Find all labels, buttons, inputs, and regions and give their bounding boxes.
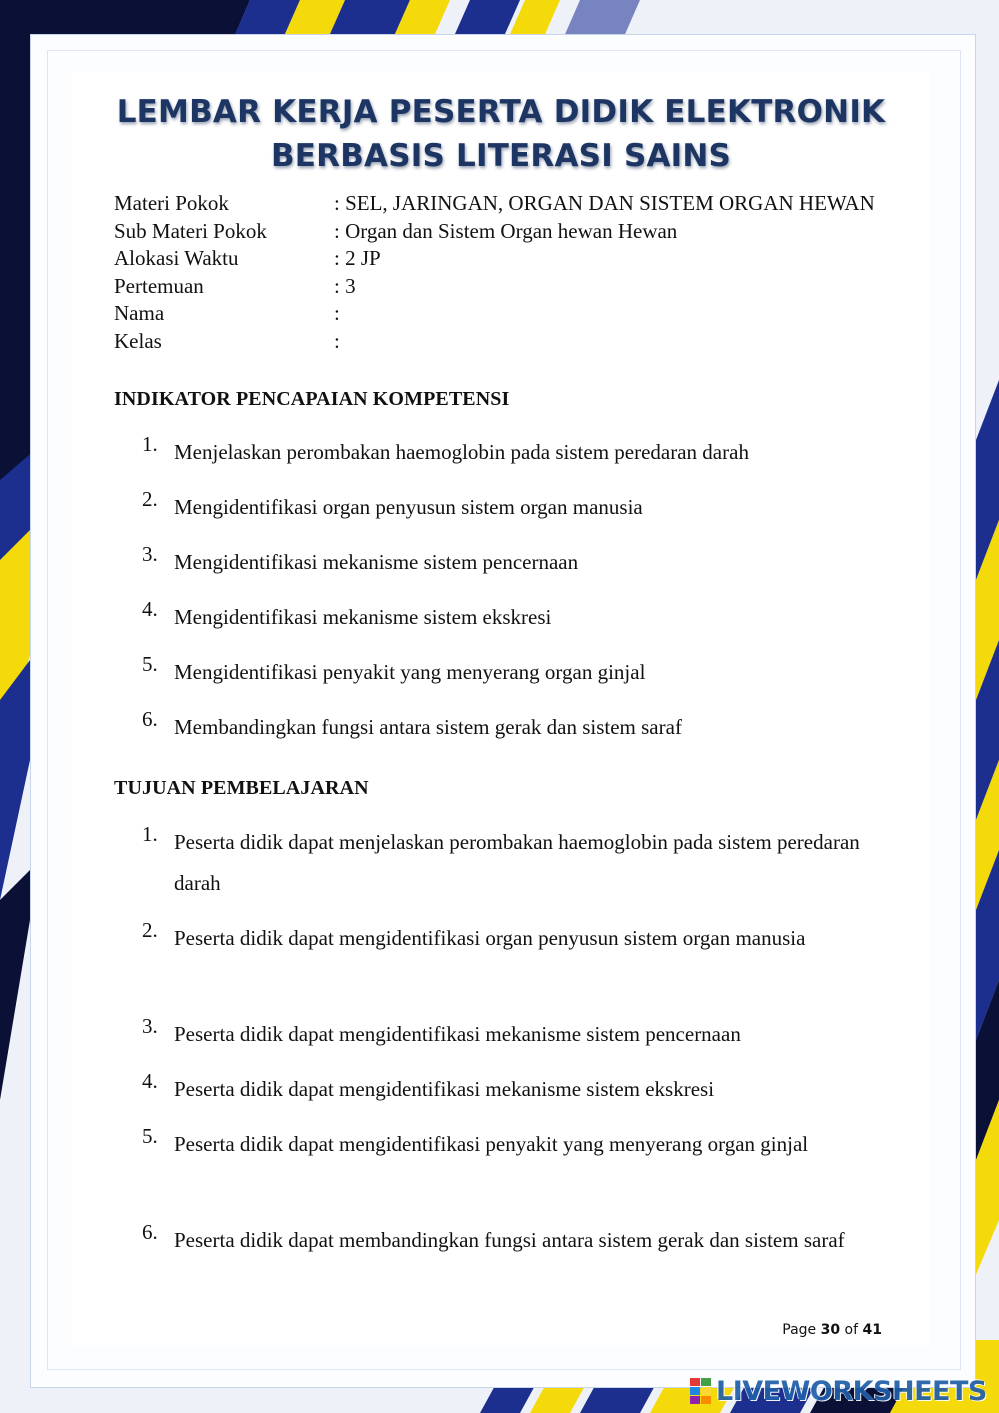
list-text: Peserta didik dapat mengidentifikasi organ penyusun sistem organ manusia <box>174 926 806 950</box>
list-item <box>142 1124 894 1165</box>
list-text: Peserta didik dapat membandingkan fungsi antara sistem gerak dan sistem saraf <box>174 1228 845 1252</box>
page-total: 41 <box>862 1322 882 1338</box>
meta-row-nama <box>114 300 914 328</box>
list-item <box>142 487 894 528</box>
meta-key: Nama <box>114 301 165 326</box>
page-number <box>782 1322 882 1338</box>
list-text: Peserta didik dapat mengidentifikasi mekanisme sistem pencernaan <box>174 1022 741 1046</box>
list-number: 1. <box>142 822 158 846</box>
list-number: 5. <box>142 1124 158 1148</box>
list-text: Peserta didik dapat mengidentifikasi mekanisme sistem ekskresi <box>174 1077 715 1101</box>
indikator-heading: INDIKATOR PENCAPAIAN KOMPETENSI <box>114 388 510 410</box>
list-item <box>142 542 894 583</box>
title-line-2: BERBASIS LITERASI SAINS <box>270 138 732 174</box>
list-item <box>142 822 894 904</box>
list-text: Membandingkan fungsi antara sistem gerak dan sistem saraf <box>174 715 682 739</box>
list-item <box>142 432 894 473</box>
list-item <box>142 707 894 748</box>
watermark-text: LIVEWORKSHEETS <box>716 1375 987 1407</box>
meta-table <box>114 190 914 356</box>
list-text: Peserta didik dapat mengidentifikasi penyakit yang menyerang organ ginjal <box>174 1132 809 1156</box>
list-number: 4. <box>142 597 158 621</box>
meta-row-sub-materi-pokok <box>114 218 914 246</box>
list-number: 1. <box>142 432 158 456</box>
meta-row-alokasi-waktu <box>114 245 914 273</box>
list-item <box>142 1069 894 1110</box>
list-text: Mengidentifikasi penyakit yang menyerang organ ginjal <box>174 660 646 684</box>
meta-value: : Organ dan Sistem Organ hewan Hewan <box>334 218 678 243</box>
list-item <box>142 1220 894 1261</box>
list-number: 6. <box>142 707 158 731</box>
worksheet-page <box>72 72 930 1346</box>
tujuan-heading: TUJUAN PEMBELAJARAN <box>114 777 369 799</box>
list-item <box>142 918 894 959</box>
list-number: 3. <box>142 542 158 566</box>
list-text: Menjelaskan perombakan haemoglobin pada sistem peredaran darah <box>174 440 749 464</box>
list-text: Peserta didik dapat menjelaskan perombakan haemoglobin pada sistem peredaran darah <box>174 830 860 895</box>
liveworksheets-watermark <box>690 1374 987 1408</box>
page-prefix: Page <box>782 1322 821 1338</box>
list-number: 6. <box>142 1220 158 1244</box>
meta-key: Materi Pokok <box>114 191 229 215</box>
meta-value: : <box>334 301 340 326</box>
title-line-1: LEMBAR KERJA PESERTA DIDIK ELEKTRONIK <box>116 94 886 130</box>
meta-value: : 3 <box>334 273 356 298</box>
liveworksheets-logo-icon <box>690 1378 712 1404</box>
meta-key: Kelas <box>114 328 162 353</box>
list-item <box>142 652 894 693</box>
list-number: 3. <box>142 1014 158 1038</box>
list-text: Mengidentifikasi mekanisme sistem pencernaan <box>174 550 579 574</box>
meta-key: Sub Materi Pokok <box>114 218 267 243</box>
page-title <box>72 90 930 178</box>
list-text: Mengidentifikasi mekanisme sistem ekskresi <box>174 605 552 629</box>
page-mid: of <box>840 1322 863 1338</box>
list-number: 2. <box>142 487 158 511</box>
page-current: 30 <box>820 1322 841 1338</box>
meta-value: : <box>334 328 340 353</box>
list-item <box>142 1014 894 1055</box>
list-number: 4. <box>142 1069 158 1093</box>
meta-row-pertemuan <box>114 273 914 301</box>
list-item <box>142 597 894 638</box>
meta-value: : SEL, JARINGAN, ORGAN DAN SISTEM ORGAN HEWAN <box>334 191 875 215</box>
list-number: 5. <box>142 652 158 676</box>
meta-row-materi-pokok <box>114 190 914 218</box>
meta-row-kelas <box>114 328 914 356</box>
meta-key: Alokasi Waktu <box>114 246 239 271</box>
list-number: 2. <box>142 918 158 942</box>
meta-key: Pertemuan <box>114 273 204 298</box>
list-text: Mengidentifikasi organ penyusun sistem organ manusia <box>174 495 643 519</box>
meta-value: : 2 JP <box>334 246 381 271</box>
